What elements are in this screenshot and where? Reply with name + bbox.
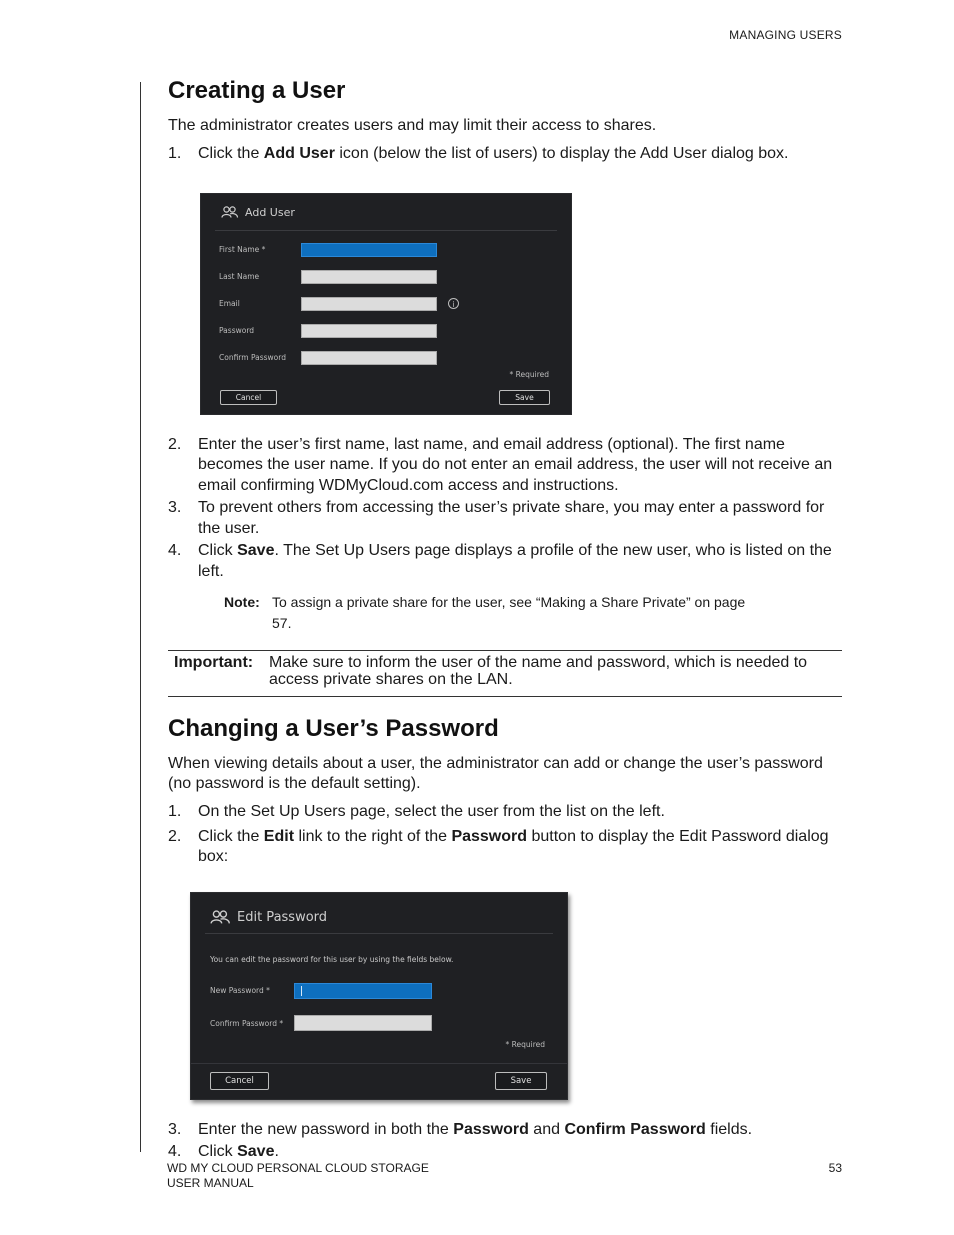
confirm-password-label: Confirm Password [219, 352, 286, 362]
step-item: 1. On the Set Up Users page, select the user from the list on the left. [168, 803, 665, 820]
required-note: * Required [509, 369, 549, 379]
section2-intro: When viewing details about a user, the administrator can add or change the user’s password (no password is the default setting). [168, 755, 823, 792]
save-button[interactable]: Save [499, 390, 550, 405]
dialog-separator [205, 933, 553, 934]
dialog-footer-separator [191, 1063, 567, 1064]
cancel-button[interactable]: Cancel [210, 1072, 269, 1090]
email-input[interactable] [301, 297, 437, 311]
page-content [168, 76, 842, 1163]
info-icon[interactable]: i [448, 298, 459, 309]
step-item: 3. To prevent others from accessing the user’s private share, you may enter a password for the user. [168, 499, 825, 537]
confirm-password-input[interactable] [301, 351, 437, 365]
running-header: MANAGING USERS [729, 28, 842, 42]
confirm-password-input[interactable] [294, 1015, 432, 1031]
steps-list-2b [168, 1120, 842, 1163]
last-name-input[interactable] [301, 270, 437, 284]
step-item: 4. Click Save. The Set Up Users page displays a profile of the new user, who is listed on the left. [168, 542, 832, 580]
cancel-button[interactable]: Cancel [220, 390, 277, 405]
password-label: Password [219, 325, 255, 335]
steps-list-1 [168, 144, 842, 165]
step-item: 3. Enter the new password in both the Password and Confirm Password fields. [168, 1120, 753, 1138]
note-label: Note: [224, 594, 260, 610]
footer-line-2: USER MANUAL [167, 1176, 254, 1190]
new-password-input[interactable] [294, 983, 432, 999]
note-block [224, 592, 842, 634]
step-item: 4. Click Save. [168, 1143, 279, 1160]
steps-list-1b [168, 435, 842, 583]
section1-intro: The administrator creates users and may limit their access to shares. [168, 117, 657, 134]
new-password-label: New Password * [210, 985, 270, 995]
first-name-input[interactable] [301, 243, 437, 257]
important-text: Make sure to inform the user of the name and password, which is needed to access private shares on the LAN. [269, 654, 808, 688]
add-user-dialog [200, 193, 572, 415]
section-title-changing-password: Changing a User’s Password [168, 715, 499, 742]
email-label: Email [219, 298, 240, 308]
important-block [168, 650, 842, 697]
note-text: To assign a private share for the user, see “Making a Share Private” on page 57. [272, 594, 746, 631]
edit-password-dialog [190, 892, 568, 1100]
footer-title [167, 1161, 429, 1191]
dialog-separator [215, 230, 557, 231]
required-note: * Required [505, 1039, 545, 1049]
text-cursor [301, 986, 302, 996]
save-button[interactable]: Save [495, 1072, 547, 1090]
dialog-title: Add User [221, 206, 295, 219]
password-input[interactable] [301, 324, 437, 338]
dialog-description: You can edit the password for this user by using the fields below. [210, 954, 454, 964]
footer-line-1: WD MY CLOUD PERSONAL CLOUD STORAGE [167, 1161, 429, 1175]
step-item: 2. Enter the user’s first name, last name, and email address (optional). The first name becomes the user name. If you do not enter an email address, the user will not receive an email confirming WDMyCloud.com access and instructions. [168, 435, 833, 494]
users-icon [210, 910, 231, 924]
first-name-label: First Name * [219, 244, 266, 254]
dialog-title: Edit Password [210, 910, 327, 925]
margin-rule [140, 82, 141, 1152]
page-number: 53 [828, 1161, 842, 1175]
last-name-label: Last Name [219, 271, 260, 281]
users-icon [221, 206, 239, 218]
steps-list-2 [168, 802, 842, 868]
important-label: Important: [174, 654, 254, 671]
confirm-password-label: Confirm Password * [210, 1018, 284, 1028]
step-item: 1. Click the Add User icon (below the list of users) to display the Add User dialog box. [168, 145, 789, 162]
step-item: 2. Click the Edit link to the right of the Password button to display the Edit Password dialog box: [168, 827, 829, 865]
section-title-creating-user: Creating a User [168, 77, 346, 104]
